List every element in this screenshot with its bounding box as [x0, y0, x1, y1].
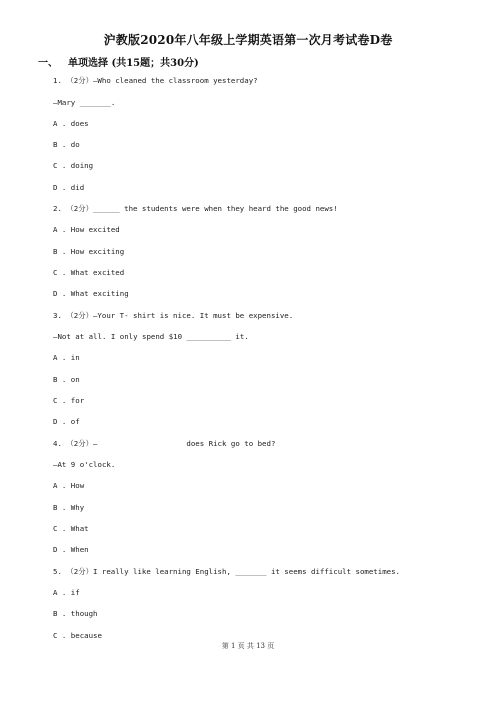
question-3-dialogue: —Not at all. I only spend $10 __________ it. [53, 332, 249, 341]
question-4-option-b: B . Why [53, 503, 85, 512]
question-3-stem: 3. （2分）—Your T- shirt is nice. It must be expensive. [53, 311, 294, 320]
question-4-option-c: C . What [53, 524, 89, 533]
question-1-option-c: C . doing [53, 161, 94, 170]
question-3-option-b: B . on [53, 375, 80, 384]
question-4-stem: 4. （2分）— does Rick go to bed? [53, 439, 276, 448]
question-1-dialogue: —Mary _______. [53, 98, 116, 107]
question-3-option-c: C . for [53, 396, 85, 405]
question-1-stem: 1. （2分）—Who cleaned the classroom yesterday? [53, 76, 258, 85]
question-5-option-c: C . because [53, 631, 102, 640]
question-2-option-b: B . How exciting [53, 247, 125, 256]
question-4-option-d: D . When [53, 545, 89, 554]
section-heading [38, 54, 199, 69]
question-2-option-c: C . What excited [53, 268, 125, 277]
question-1-option-b: B . do [53, 140, 80, 149]
question-2-stem: 2. （2分）______ the students were when they heard the good news! [53, 204, 338, 213]
question-5-option-b: B . though [53, 609, 98, 618]
question-4-dialogue: —At 9 o'clock. [53, 460, 116, 469]
question-3-option-d: D . of [53, 417, 80, 426]
question-2-option-d: D . What exciting [53, 289, 129, 298]
question-2-option-a: A . How excited [53, 225, 120, 234]
question-4-option-a: A . How [53, 481, 85, 490]
section-number: 一、 [38, 58, 58, 69]
section-title: 单项选择 (共15题；共30分) [68, 58, 199, 69]
question-3-option-a: A . in [53, 353, 80, 362]
page-title: 沪教版2020年八年级上学期英语第一次月考试卷D卷 [103, 33, 393, 47]
question-1-option-a: A . does [53, 119, 89, 128]
question-1-option-d: D . did [53, 183, 85, 192]
question-5-stem: 5. （2分）I really like learning English, _______ it seems difficult sometimes. [53, 567, 400, 576]
question-5-option-a: A . if [53, 588, 80, 597]
page-footer: 第 1 页 共 13 页 [221, 642, 275, 650]
